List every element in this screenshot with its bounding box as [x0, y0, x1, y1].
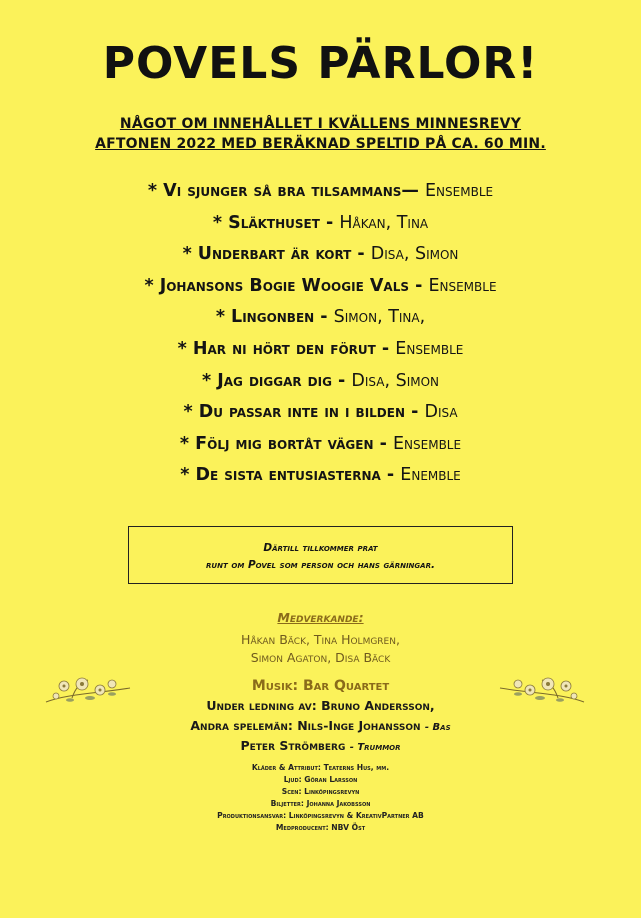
song-item: * De sista entusiasterna - Enemble: [180, 465, 461, 486]
song-item: * Johansons Bogie Woogie Vals - Ensemble: [144, 275, 497, 296]
subtitle-line-1: NÅGOT OM INNEHÅLLET I KVÄLLENS MINNESREVY: [119, 116, 522, 132]
cast-line-2: Simon Agaton, Disa Bäck: [250, 650, 391, 665]
song-item: * Jag diggar dig - Disa, Simon: [201, 370, 440, 391]
song-item: * Underbart är kort - Disa, Simon: [182, 244, 459, 265]
credit-small-line: Kläder & Attribut: Teaterns Hus, mm.: [251, 763, 390, 772]
song-item: * Släkthuset - Håkan, Tina: [212, 212, 429, 233]
song-item: * Lingonben - Simon, Tina,: [215, 307, 426, 328]
info-box: [128, 526, 513, 584]
lead-line-1: Under ledning av: Bruno Andersson,: [206, 698, 435, 713]
song-list: [0, 176, 641, 492]
song-item: * Du passar inte in i bilden - Disa: [183, 402, 458, 423]
lead-line-2: Andra spelemän: Nils-Inge Johansson - Bas: [190, 718, 451, 733]
page-title: POVELS PÄRLOR!: [102, 38, 539, 89]
cast-line-1: Håkan Bäck, Tina Holmgren,: [241, 632, 400, 647]
info-box-line-1: Därtill tillkommer prat: [263, 542, 378, 554]
song-item: * Har ni hört den förut - Ensemble: [177, 338, 464, 359]
music-heading: Musik: Bar Quartet: [251, 678, 390, 694]
info-box-line-2: runt om Povel som person och hans gärningar.: [206, 559, 435, 571]
lead-line-3: Peter Strömberg - Trummor: [240, 738, 401, 753]
credit-small-line: Medproducent: NBV Öst: [275, 823, 366, 832]
song-item: * Vi sjunger så bra tilsammans— Ensemble: [147, 181, 494, 201]
credit-small-line: Biljetter: Johanna Jakobsson: [270, 799, 371, 808]
song-item: * Följ mig bortåt vägen - Ensemble: [179, 433, 462, 454]
credit-small-line: Ljud: Göran Larsson: [283, 775, 358, 784]
credit-small-line: Produktionsansvar: Linköpingsrevyn & KreativPartner AB: [217, 811, 424, 820]
credit-small-line: Scen: Linköpingsrevyn: [281, 787, 360, 796]
subtitle-line-2: AFTONEN 2022 MED BERÄKNAD SPELTID PÅ CA. 60 MIN.: [95, 136, 546, 152]
credits-heading: Medverkande:: [277, 610, 364, 625]
